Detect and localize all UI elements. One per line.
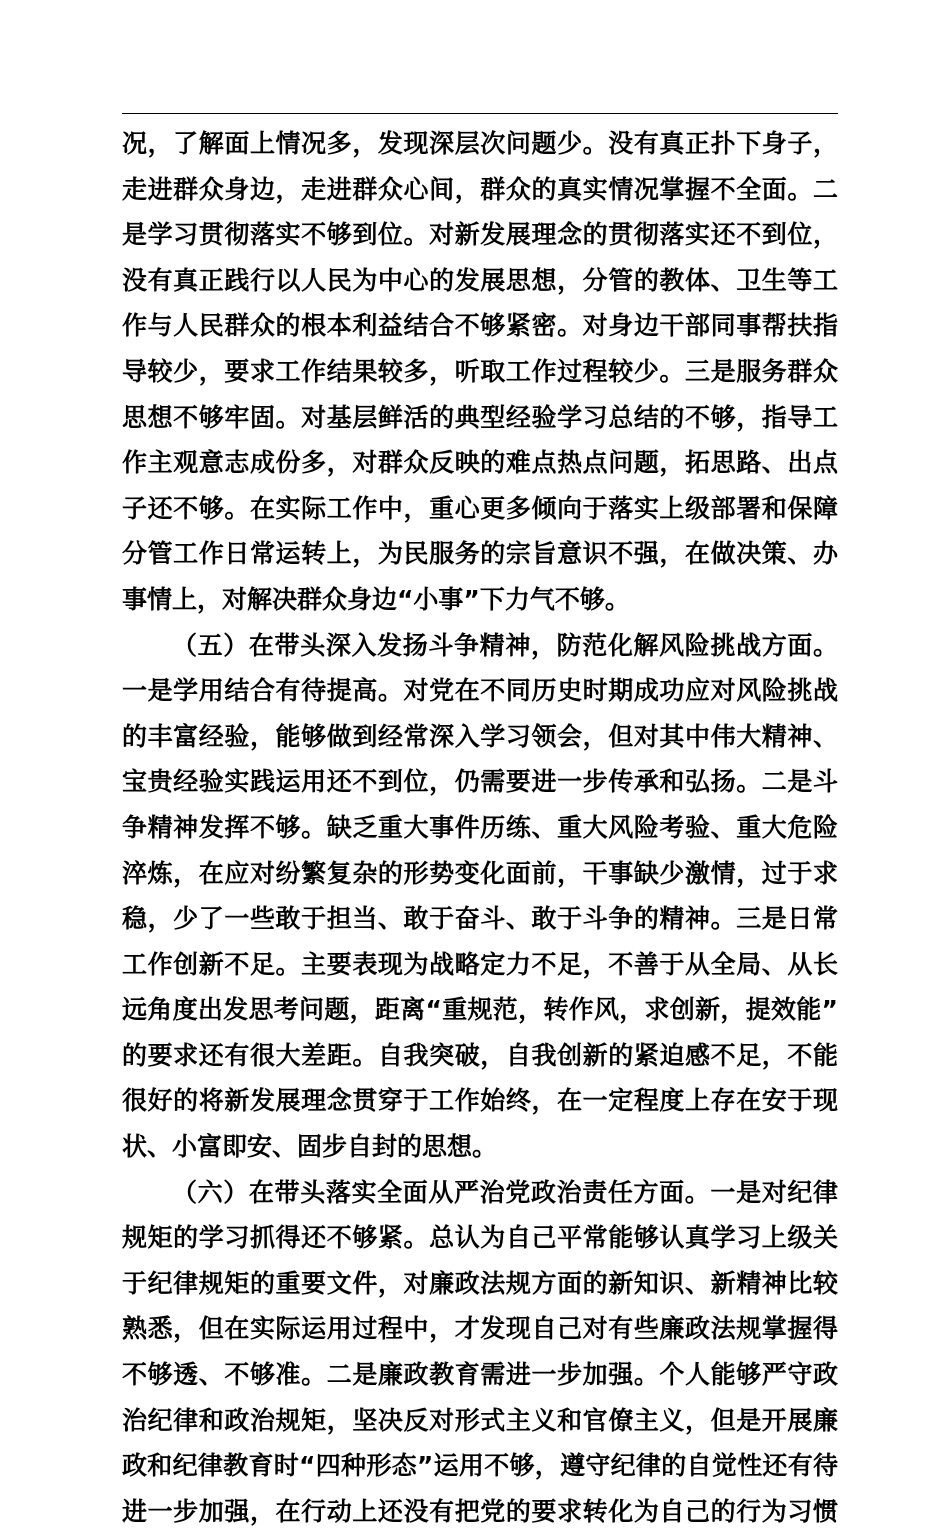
text-line: 远角度出发思考问题，距离“重规范，转作风，求创新，提效能” <box>122 995 838 1025</box>
text-line: 于纪律规矩的重要文件，对廉政法规方面的新知识、新精神比较 <box>122 1268 838 1298</box>
text-line: 走进群众身边，走进群众心间，群众的真实情况掌握不全面。二 <box>122 174 838 204</box>
text-line: 宝贵经验实践运用还不到位，仍需要进一步传承和弘扬。二是斗 <box>122 767 838 797</box>
text-line: 的丰富经验，能够做到经常深入学习领会，但对其中伟大精神、 <box>122 721 838 751</box>
text-line: 政和纪律教育时“四种形态”运用不够，遵守纪律的自觉性还有待 <box>122 1451 838 1481</box>
text-line: 作主观意志成份多，对群众反映的难点热点问题，拓思路、出点 <box>122 448 838 478</box>
text-line: 规矩的学习抓得还不够紧。总认为自己平常能够认真学习上级关 <box>122 1223 838 1253</box>
text-line: 一是学用结合有待提高。对党在不同历史时期成功应对风险挑战 <box>122 676 838 706</box>
text-line: 导较少，要求工作结果较多，听取工作过程较少。三是服务群众 <box>122 356 838 386</box>
text-line: 治纪律和政治规矩，坚决反对形式主义和官僚主义，但是开展廉 <box>122 1405 838 1435</box>
text-line: 分管工作日常运转上，为民服务的宗旨意识不强，在做决策、办 <box>122 539 838 569</box>
text-line: 淬炼，在应对纷繁复杂的形势变化面前，干事缺少激情，过于求 <box>122 858 838 888</box>
text-line: 是学习贯彻落实不够到位。对新发展理念的贯彻落实还不到位， <box>122 220 838 250</box>
text-line: 事情上，对解决群众身边“小事”下力气不够。 <box>122 584 630 614</box>
text-line: 状、小富即安、固步自封的思想。 <box>122 1132 498 1162</box>
text-line: 稳，少了一些敢于担当、敢于奋斗、敢于斗争的精神。三是日常 <box>122 904 838 934</box>
text-line: 熟悉，但在实际运用过程中，才发现自己对有些廉政法规掌握得 <box>122 1314 838 1344</box>
text-line: 工作创新不足。主要表现为战略定力不足，不善于从全局、从长 <box>122 949 838 979</box>
text-line: （五）在带头深入发扬斗争精神，防范化解风险挑战方面。 <box>172 630 838 660</box>
text-line: （六）在带头落实全面从严治党政治责任方面。一是对纪律 <box>172 1177 838 1207</box>
text-line: 进一步加强，在行动上还没有把党的要求转化为自己的行为习惯 <box>122 1496 838 1526</box>
text-line: 作与人民群众的根本利益结合不够紧密。对身边干部同事帮扶指 <box>122 311 838 341</box>
text-line: 子还不够。在实际工作中，重心更多倾向于落实上级部署和保障 <box>122 493 838 523</box>
text-line: 很好的将新发展理念贯穿于工作始终，在一定程度上存在安于现 <box>122 1086 838 1116</box>
text-line: 况，了解面上情况多，发现深层次问题少。没有真正扑下身子， <box>122 129 838 158</box>
text-line: 争精神发挥不够。缺乏重大事件历练、重大风险考验、重大危险 <box>122 812 838 842</box>
text-line: 的要求还有很大差距。自我突破，自我创新的紧迫感不足，不能 <box>122 1040 838 1070</box>
body-text <box>122 121 838 1534</box>
text-line: 思想不够牢固。对基层鲜活的典型经验学习总结的不够，指导工 <box>122 402 838 432</box>
header-rule <box>122 113 838 114</box>
text-line: 不够透、不够准。二是廉政教育需进一步加强。个人能够严守政 <box>122 1360 838 1390</box>
text-line: 没有真正践行以人民为中心的发展思想，分管的教体、卫生等工 <box>122 265 838 295</box>
